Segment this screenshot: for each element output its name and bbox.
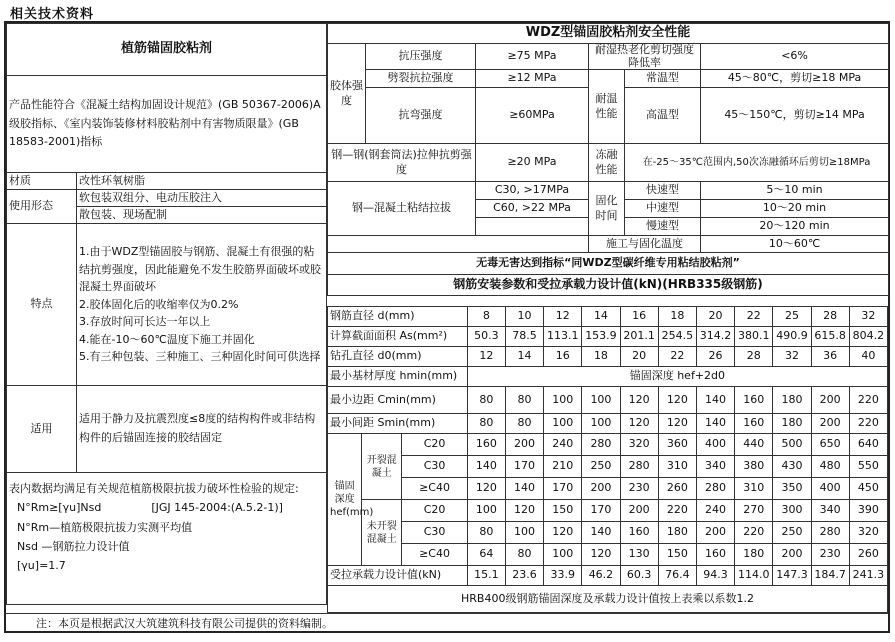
depth-cell: 280 xyxy=(582,434,620,456)
area-cell: 113.1 xyxy=(544,327,582,347)
depth-cell: 340 xyxy=(696,456,734,478)
diam-cell: 14 xyxy=(582,307,620,327)
min-edge-label: 最小边距 Cmin(mm) xyxy=(328,387,468,414)
features-label: 特点 xyxy=(7,224,77,386)
capacity-cell: 23.6 xyxy=(505,566,543,586)
depth-cell: 100 xyxy=(467,500,505,522)
edge-cell: 120 xyxy=(620,387,658,414)
hole-cell: 40 xyxy=(849,347,887,367)
area-cell: 490.9 xyxy=(773,327,811,347)
hole-cell: 36 xyxy=(811,347,849,367)
space-cell: 120 xyxy=(620,414,658,434)
grade-label: C20 xyxy=(402,500,467,522)
space-cell: 120 xyxy=(658,414,696,434)
depth-cell: 140 xyxy=(505,478,543,500)
area-cell: 804.2 xyxy=(849,327,887,347)
hole-cell: 20 xyxy=(620,347,658,367)
diam-cell: 12 xyxy=(544,307,582,327)
depth-cell: 100 xyxy=(505,522,543,544)
depth-cell: 200 xyxy=(620,500,658,522)
depth-cell: 260 xyxy=(849,544,887,566)
steel-concrete-label: 钢—混凝土粘结拉拔 xyxy=(328,182,476,236)
cure-time-label: 固化时间 xyxy=(589,182,625,236)
damp-heat-label: 耐湿热老化剪切强度降低率 xyxy=(589,44,701,70)
medium-value: 10～20 min xyxy=(701,200,889,218)
area-cell: 78.5 xyxy=(505,327,543,347)
edge-cell: 140 xyxy=(696,387,734,414)
medium-label: 中速型 xyxy=(625,200,701,218)
capacity-cell: 60.3 xyxy=(620,566,658,586)
product-title: 植筋锚固胶粘剂 xyxy=(7,24,327,76)
hole-cell: 28 xyxy=(735,347,773,367)
product-info-table xyxy=(6,23,327,605)
depth-cell: 220 xyxy=(735,522,773,544)
depth-cell: 250 xyxy=(582,456,620,478)
depth-cell: 130 xyxy=(620,544,658,566)
depth-cell: 480 xyxy=(811,456,849,478)
hole-cell: 18 xyxy=(582,347,620,367)
usage-value-1: 软包装双组分、电动压胶注入 xyxy=(77,190,327,207)
freeze-label: 冻融性能 xyxy=(589,144,625,182)
depth-cell: 640 xyxy=(849,434,887,456)
grade-label: ≥C40 xyxy=(402,544,467,566)
depth-cell: 350 xyxy=(773,478,811,500)
safety-performance-table xyxy=(327,23,889,296)
applicable-value: 适用于静力及抗震烈度≤8度的结构构件或非结构构件的后锚固连接的胶结固定 xyxy=(77,386,327,473)
space-cell: 200 xyxy=(811,414,849,434)
edge-cell: 80 xyxy=(467,387,505,414)
capacity-cell: 46.2 xyxy=(582,566,620,586)
freeze-value: 在-25～35℃范围内,50次冻融循环后剪切≥18MPa xyxy=(625,144,889,182)
depth-cell: 210 xyxy=(544,456,582,478)
feature-item: 1.由于WDZ型锚固胶与钢筋、混凝土有很强的粘结抗剪强度，因此能避免不发生胶筋界面破坏或胶混凝土界面破坏 xyxy=(79,244,321,294)
compressive-label: 抗压强度 xyxy=(366,44,476,70)
split-value: ≥12 MPa xyxy=(476,70,589,88)
fast-label: 快速型 xyxy=(625,182,701,200)
edge-cell: 160 xyxy=(735,387,773,414)
note-nsd: Nsd —钢筋拉力设计值 xyxy=(17,539,130,553)
area-cell: 50.3 xyxy=(467,327,505,347)
depth-cell: 80 xyxy=(505,544,543,566)
features-list xyxy=(77,224,327,386)
hole-cell: 32 xyxy=(773,347,811,367)
depth-cell: 390 xyxy=(849,500,887,522)
hole-cell: 12 xyxy=(467,347,505,367)
page-header: 相关技术资料 xyxy=(10,7,95,22)
edge-cell: 180 xyxy=(773,387,811,414)
depth-cell: 200 xyxy=(696,522,734,544)
gel-strength-label: 胶体强度 xyxy=(328,44,366,144)
slogan: 无毒无害达到指标“同WDZ型碳纤维专用粘结胶粘剂” xyxy=(328,253,889,275)
space-cell: 220 xyxy=(849,414,887,434)
depth-cell: 440 xyxy=(735,434,773,456)
depth-cell: 180 xyxy=(735,544,773,566)
construct-temp-value: 10～60℃ xyxy=(701,236,889,253)
depth-cell: 380 xyxy=(735,456,773,478)
cracked-label: 开裂混凝土 xyxy=(362,434,402,500)
hole-label: 钻孔直径 d0(mm) xyxy=(328,347,468,367)
depth-cell: 320 xyxy=(620,434,658,456)
bending-label: 抗弯强度 xyxy=(366,88,476,144)
depth-cell: 180 xyxy=(658,522,696,544)
area-cell: 153.9 xyxy=(582,327,620,347)
space-cell: 100 xyxy=(544,414,582,434)
depth-cell: 160 xyxy=(620,522,658,544)
depth-cell: 250 xyxy=(773,522,811,544)
depth-cell: 360 xyxy=(658,434,696,456)
diam-cell: 20 xyxy=(696,307,734,327)
usage-label: 使用形态 xyxy=(7,190,77,224)
feature-item: 2.胶体固化后的收缩率仅为0.2% xyxy=(79,297,239,311)
depth-cell: 240 xyxy=(544,434,582,456)
capacity-cell: 33.9 xyxy=(544,566,582,586)
bending-value: ≥60MPa xyxy=(476,88,589,144)
grade-label: C30 xyxy=(402,456,467,478)
c30-value: C30, >17MPa xyxy=(476,182,589,200)
min-thickness-label: 最小基材厚度 hmin(mm) xyxy=(328,367,468,387)
depth-cell: 400 xyxy=(811,478,849,500)
note-gamma: [γu]=1.7 xyxy=(17,559,66,572)
steel-steel-value: ≥20 MPa xyxy=(476,144,589,182)
edge-cell: 100 xyxy=(544,387,582,414)
hole-cell: 16 xyxy=(544,347,582,367)
area-label: 计算截面面积 As(mm²) xyxy=(328,327,468,347)
diam-cell: 28 xyxy=(811,307,849,327)
depth-cell: 200 xyxy=(505,434,543,456)
depth-cell: 64 xyxy=(467,544,505,566)
area-cell: 201.1 xyxy=(620,327,658,347)
area-cell: 254.5 xyxy=(658,327,696,347)
depth-cell: 120 xyxy=(467,478,505,500)
material-label: 材质 xyxy=(7,173,77,190)
depth-cell: 280 xyxy=(696,478,734,500)
depth-cell: 170 xyxy=(582,500,620,522)
grade-label: C20 xyxy=(402,434,467,456)
space-cell: 160 xyxy=(735,414,773,434)
normal-temp-label: 常温型 xyxy=(625,70,701,88)
depth-cell: 400 xyxy=(696,434,734,456)
depth-cell: 80 xyxy=(467,522,505,544)
note-reference: [JGJ 145-2004:(A.5.2-1)] xyxy=(151,501,283,515)
depth-cell: 310 xyxy=(658,456,696,478)
depth-cell: 240 xyxy=(696,500,734,522)
hole-cell: 26 xyxy=(696,347,734,367)
space-cell: 140 xyxy=(696,414,734,434)
depth-cell: 220 xyxy=(658,500,696,522)
diam-cell: 22 xyxy=(735,307,773,327)
space-cell: 100 xyxy=(582,414,620,434)
depth-cell: 340 xyxy=(811,500,849,522)
uncracked-label: 未开裂混凝土 xyxy=(362,500,402,566)
space-cell: 180 xyxy=(773,414,811,434)
anchor-depth-label: 锚固深度 hef(mm) xyxy=(328,434,362,566)
depth-cell: 550 xyxy=(849,456,887,478)
depth-cell: 300 xyxy=(773,500,811,522)
split-label: 劈裂抗拉强度 xyxy=(366,70,476,88)
min-thickness-value: 锚固深度 hef+2d0 xyxy=(467,367,887,387)
high-temp-label: 高温型 xyxy=(625,88,701,144)
depth-cell: 500 xyxy=(773,434,811,456)
hole-cell: 14 xyxy=(505,347,543,367)
diam-cell: 25 xyxy=(773,307,811,327)
fast-value: 5～10 min xyxy=(701,182,889,200)
hole-cell: 22 xyxy=(658,347,696,367)
slow-value: 20～120 min xyxy=(701,218,889,236)
depth-cell: 100 xyxy=(544,544,582,566)
capacity-cell: 147.3 xyxy=(773,566,811,586)
normal-temp-value: 45～80℃，剪切≥18 MPa xyxy=(701,70,889,88)
applicable-label: 适用 xyxy=(7,386,77,473)
space-cell: 80 xyxy=(467,414,505,434)
note-nrm: N°Rm—植筋极限抗拔力实测平均值 xyxy=(17,520,193,534)
depth-cell: 310 xyxy=(735,478,773,500)
capacity-cell: 184.7 xyxy=(811,566,849,586)
depth-cell: 430 xyxy=(773,456,811,478)
edge-cell: 120 xyxy=(658,387,696,414)
feature-item: 5.有三种包装、三种施工、三种固化时间可供选择 xyxy=(79,350,321,364)
depth-cell: 270 xyxy=(735,500,773,522)
damp-heat-value: <6% xyxy=(701,44,889,70)
area-cell: 615.8 xyxy=(811,327,849,347)
depth-cell: 160 xyxy=(467,434,505,456)
depth-cell: 200 xyxy=(773,544,811,566)
note-formula: N°Rm≥[γu]Nsd xyxy=(17,501,102,515)
steel-steel-label: 钢—钢(钢套筒法)拉伸抗剪强度 xyxy=(328,144,476,182)
c60-value: C60, >22 MPa xyxy=(476,200,589,218)
depth-cell: 260 xyxy=(658,478,696,500)
depth-cell: 450 xyxy=(849,478,887,500)
capacity-cell: 76.4 xyxy=(658,566,696,586)
diam-cell: 32 xyxy=(849,307,887,327)
rebar-params-table xyxy=(327,306,888,613)
product-intro: 产品性能符合《混凝土结构加固设计规范》(GB 50367-2006)A级胶指标、《室内装饰装修材料胶粘剂中有害物质限量》(GB 18583-2001)指标 xyxy=(7,76,327,173)
capacity-label: 受拉承载力设计值(kN) xyxy=(328,566,468,586)
depth-cell: 120 xyxy=(582,544,620,566)
edge-cell: 200 xyxy=(811,387,849,414)
depth-cell: 170 xyxy=(505,456,543,478)
space-cell: 80 xyxy=(505,414,543,434)
depth-cell: 150 xyxy=(658,544,696,566)
depth-cell: 170 xyxy=(544,478,582,500)
safety-title: WDZ型锚固胶粘剂安全性能 xyxy=(328,24,889,44)
footer-note: 注：本页是根据武汉大筑建筑科技有限公司提供的资料编制。 xyxy=(6,613,888,633)
depth-cell: 320 xyxy=(849,522,887,544)
diam-cell: 16 xyxy=(620,307,658,327)
depth-cell: 200 xyxy=(582,478,620,500)
depth-cell: 140 xyxy=(582,522,620,544)
edge-cell: 220 xyxy=(849,387,887,414)
depth-cell: 160 xyxy=(696,544,734,566)
depth-cell: 280 xyxy=(620,456,658,478)
high-temp-value: 45～150℃，剪切≥14 MPa xyxy=(701,88,889,144)
params-table-title: 钢筋安装参数和受拉承载力设计值(kN)(HRB335级钢筋) xyxy=(328,275,889,296)
edge-cell: 80 xyxy=(505,387,543,414)
diam-cell: 18 xyxy=(658,307,696,327)
depth-cell: 120 xyxy=(544,522,582,544)
grade-label: ≥C40 xyxy=(402,478,467,500)
rebar-diam-label: 钢筋直径 d(mm) xyxy=(328,307,468,327)
depth-cell: 150 xyxy=(544,500,582,522)
edge-cell: 100 xyxy=(582,387,620,414)
hrb400-note: HRB400级钢筋锚固深度及承载力设计值按上表乘以系数1.2 xyxy=(328,586,888,613)
capacity-cell: 94.3 xyxy=(696,566,734,586)
usage-value-2: 散包装、现场配制 xyxy=(77,207,327,224)
depth-cell: 140 xyxy=(467,456,505,478)
slow-label: 慢速型 xyxy=(625,218,701,236)
material-value: 改性环氧树脂 xyxy=(77,173,327,190)
capacity-cell: 114.0 xyxy=(735,566,773,586)
compressive-value: ≥75 MPa xyxy=(476,44,589,70)
heat-resistance-label: 耐温性能 xyxy=(589,70,625,144)
construct-temp-label: 施工与固化温度 xyxy=(589,236,701,253)
feature-item: 3.存放时间可长达一年以上 xyxy=(79,315,211,329)
diam-cell: 8 xyxy=(467,307,505,327)
min-space-label: 最小间距 Smin(mm) xyxy=(328,414,468,434)
depth-cell: 230 xyxy=(811,544,849,566)
depth-cell: 650 xyxy=(811,434,849,456)
depth-cell: 280 xyxy=(811,522,849,544)
notes-cell xyxy=(7,473,327,605)
depth-cell: 230 xyxy=(620,478,658,500)
grade-label: C30 xyxy=(402,522,467,544)
area-cell: 314.2 xyxy=(696,327,734,347)
diam-cell: 10 xyxy=(505,307,543,327)
note-rule: 表内数据均满足有关规范植筋极限抗拔力破坏性检验的规定: xyxy=(9,482,299,495)
depth-cell: 120 xyxy=(505,500,543,522)
capacity-cell: 15.1 xyxy=(467,566,505,586)
document-frame xyxy=(4,21,890,633)
area-cell: 380.1 xyxy=(735,327,773,347)
capacity-cell: 241.3 xyxy=(849,566,887,586)
feature-item: 4.能在-10～60℃温度下施工并固化 xyxy=(79,332,255,346)
